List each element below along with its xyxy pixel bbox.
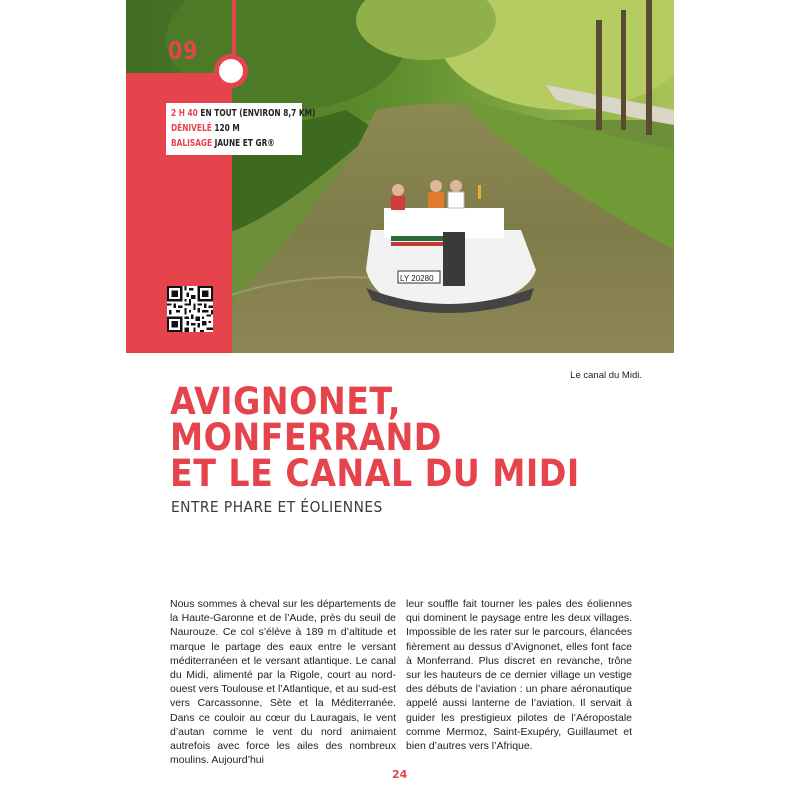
body-text-right-column: leur souffle fait tourner les pales des éoliennes qui dominent le paysage entre les deux villages. Impossible de les rater sur le parcours, élancées fièrement au dessus d’Avignonet, elles font face à Monferrand. Plus discret en revanche, trône sur les hauteurs de ce dernier village un vestige des débuts de l’aviation : un phare aéronautique appelé aussi lanterne de l’aviation. Il servait à guider les prestigieux pilotes de l’Aéropostale comme Mermoz, Saint-Exupéry, Guillaumet et bien d’autres vers l’Afrique. bbox=[406, 598, 632, 753]
duration-key: 2 H 40 bbox=[171, 108, 198, 119]
page-number: 24 bbox=[392, 768, 408, 781]
duration-line bbox=[171, 106, 316, 121]
elevation-value: 120 M bbox=[211, 123, 240, 134]
route-info-box bbox=[166, 103, 316, 155]
title-line-1: AVIGNONET, bbox=[170, 380, 401, 423]
duration-value: EN TOUT (ENVIRON 8,7 KM) bbox=[197, 108, 316, 119]
page-title bbox=[170, 380, 620, 495]
markings-value: JAUNE ET GR® bbox=[212, 138, 275, 149]
photo-caption: Le canal du Midi. bbox=[570, 370, 642, 381]
title-line-2: MONFERRAND bbox=[170, 416, 442, 459]
markings-line bbox=[171, 136, 275, 151]
qr-code-icon[interactable] bbox=[167, 286, 213, 332]
page-subtitle: ENTRE PHARE ET ÉOLIENNES bbox=[171, 498, 383, 516]
elevation-line bbox=[171, 121, 269, 136]
route-number: 09 bbox=[168, 36, 199, 65]
route-marker-icon bbox=[214, 54, 248, 88]
body-text-left-column: Nous sommes à cheval sur les départements de la Haute-Garonne et de l’Aude, près du seuil de Naurouze. Ce col s’élève à 189 m d’altitude et marque le partage des eaux entre le versant méditerranéen et le versant atlantique. Le canal du Midi, alimenté par la Rigole, court au nord-ouest vers Toulouse et l’Atlantique, et au sud-est vers Carcassonne, Sète et la Méditerranée. Dans ce couloir au cœur du Lauragais, le vent d’autan comme le vent du nord animaient autrefois avec force les ailes des nombreux moulins. Aujourd’hui bbox=[170, 598, 396, 767]
boat-plate-text: LY 20280 bbox=[400, 274, 434, 283]
markings-key: BALISAGE bbox=[171, 138, 213, 149]
elevation-key: DÉNIVELÉ bbox=[171, 123, 212, 134]
title-line-3: ET LE CANAL DU MIDI bbox=[170, 452, 580, 495]
